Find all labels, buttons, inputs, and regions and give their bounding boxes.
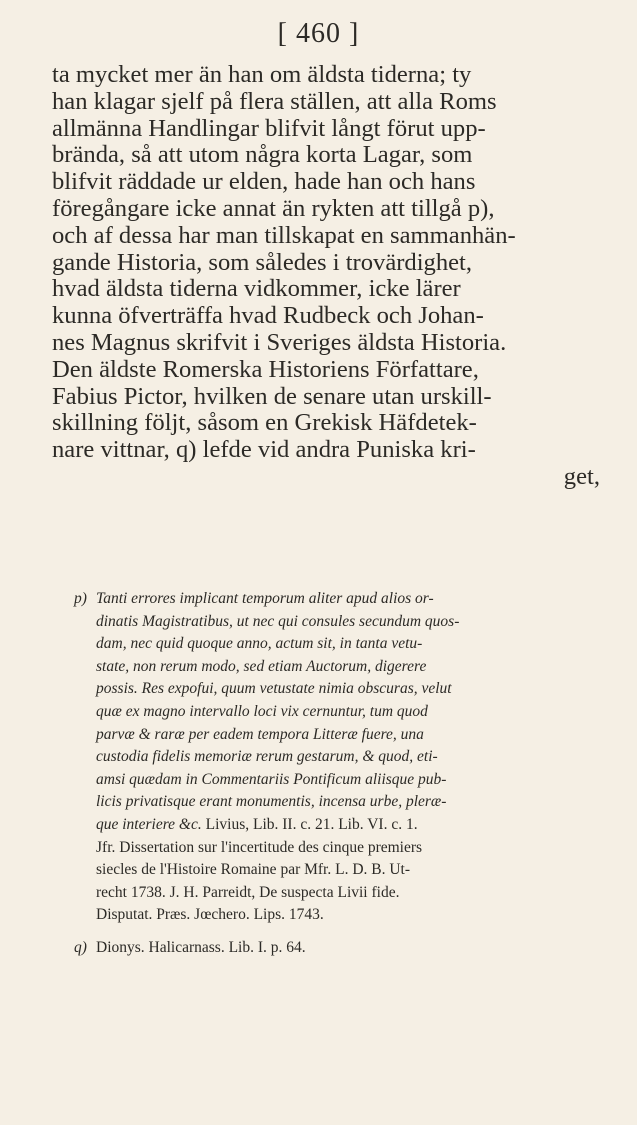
footnote-line: p) Tanti errores implicant temporum aliter apud alios or- (96, 588, 602, 611)
catchword: get, (563, 462, 600, 490)
body-line: hvad äldsta tiderna vidkommer, icke lärer (52, 275, 461, 303)
footnote-citation: Livius, Lib. II. c. 21. Lib. VI. c. 1. (205, 815, 418, 833)
body-line: allmänna Handlingar blifvit långt förut upp- (52, 114, 486, 142)
body-line: skillning följt, såsom en Grekisk Häfdetek- (52, 409, 477, 437)
footnote-line: quæ ex magno intervallo loci vix cernuntur, tum quod (96, 702, 428, 720)
body-line: kunna öfverträffa hvad Rudbeck och Johan- (52, 302, 484, 330)
footnote-line: licis privatisque erant monumentis, incensa urbe, pleræ- (96, 793, 447, 811)
body-line: han klagar sjelf på flera ställen, att alla Roms (52, 87, 497, 115)
footnote-line: dam, nec quid quoque anno, actum sit, in tanta vetu- (96, 635, 423, 653)
footnote-q (62, 937, 602, 960)
footnote-line: Disputat. Præs. Jœchero. Lips. 1743. (96, 906, 324, 924)
footnote-line: parvæ & raræ per eadem tempora Litteræ fuere, una (96, 725, 424, 743)
footnote-line: possis. Res expofui, quum vetustate nimia obscuras, velut (96, 680, 452, 698)
body-line: ta mycket mer än han om äldsta tiderna; ty (52, 61, 472, 88)
body-line: blifvit räddade ur elden, hade han och hans (52, 168, 476, 196)
footnote-line: dinatis Magistratibus, ut nec qui consules secundum quos- (96, 612, 460, 630)
footnotes-block (62, 588, 602, 960)
footnote-line (96, 814, 602, 837)
body-line: nare vittnar, q) lefde vid andra Puniska kri- (52, 436, 476, 464)
footnote-line: custodia fidelis memoriæ rerum gestarum, & quod, eti- (96, 748, 438, 766)
page-number: [ 460 ] (277, 18, 360, 49)
body-line: brända, så att utom några korta Lagar, som (52, 141, 473, 169)
body-line: Den äldste Romerska Historiens Författare, (52, 355, 479, 383)
main-text-block (52, 62, 600, 491)
footnote-line: recht 1738. J. H. Parreidt, De suspecta Livii fide. (96, 883, 400, 901)
footnote-line: q) Dionys. Halicarnass. Lib. I. p. 64. (96, 937, 602, 960)
footnote-line: state, non rerum modo, sed etiam Auctorum, digerere (96, 657, 427, 675)
footnote-line: Jfr. Dissertation sur l'incertitude des cinque premiers (96, 838, 423, 856)
body-line: gande Historia, som således i trovärdighet, (52, 248, 473, 276)
body-line: nes Magnus skrifvit i Sveriges äldsta Historia. (52, 328, 507, 356)
footnote-p (62, 588, 602, 927)
body-line: föregångare icke annat än rykten att tillgå p), (52, 194, 495, 222)
footnote-marker: p) (74, 590, 87, 607)
footnote-line: siecles de l'Histoire Romaine par Mfr. L. D. B. Ut- (96, 861, 411, 879)
body-line: och af dessa har man tillskapat en sammanhän- (52, 221, 516, 249)
footnote-line: amsi quædam in Commentariis Pontificum aliisque pub- (96, 770, 447, 788)
footnote-marker: q) (74, 938, 87, 956)
body-line: Fabius Pictor, hvilken de senare utan urskill- (52, 382, 492, 410)
footnote-latin-end: que interiere &c. (96, 815, 202, 833)
